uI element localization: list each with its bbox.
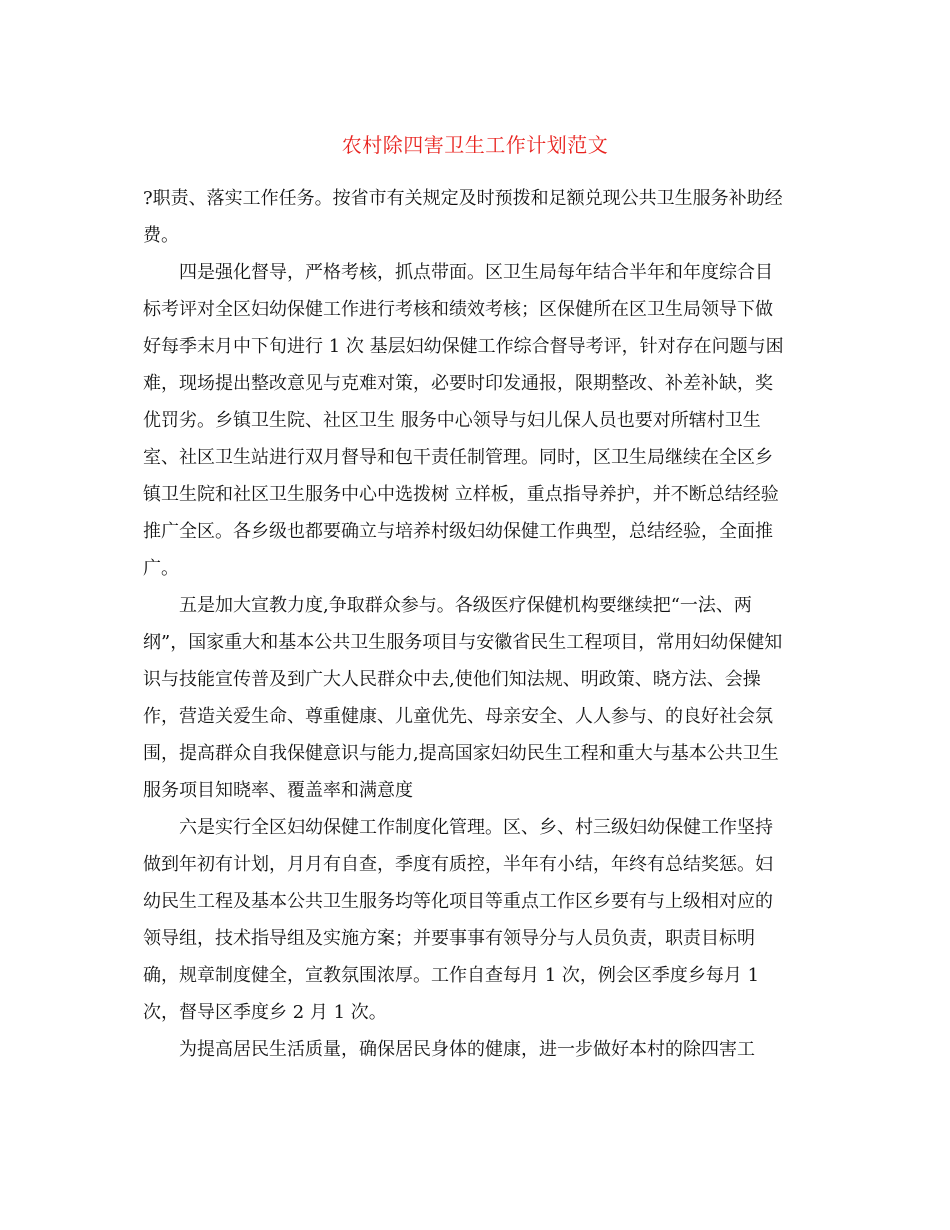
text-line: 广。 <box>143 558 179 579</box>
text-line: 标考评对全区妇幼保健工作进行考核和绩效考核；区保健所在区卫生局领导下做 <box>143 299 773 320</box>
document-title: 农村除四害卫生工作计划范文 <box>341 133 609 157</box>
text-line: 围，提高群众自我保健意识与能力,提高国家妇幼民生工程和重大与基本公共卫生 <box>143 743 779 764</box>
text-line: ?职责、落实工作任务。按省市有关规定及时预拨和足额兑现公共卫生服务补助经 <box>143 188 783 209</box>
text-line: 四是强化督导，严格考核，抓点带面。区卫生局每年结合半年和年度综合目 <box>179 262 773 283</box>
text-line: 作，营造关爱生命、尊重健康、儿童优先、母亲安全、人人参与、的良好社会氛 <box>143 706 773 727</box>
text-line: 室、社区卫生站进行双月督导和包干责任制管理。同时，区卫生局继续在全区乡 <box>143 447 773 468</box>
text-line: 纲”，国家重大和基本公共卫生服务项目与安徽省民生工程项目，常用妇幼保健知 <box>143 632 783 653</box>
text-line: 做到年初有计划，月月有自查，季度有质控，半年有小结，年终有总结奖惩。妇 <box>143 854 773 875</box>
text-line: 六是实行全区妇幼保健工作制度化管理。区、乡、村三级妇幼保健工作坚持 <box>179 817 773 838</box>
text-line: 五是加大宣教力度,争取群众参与。各级医疗保健机构要继续把“一法、两 <box>179 595 752 616</box>
text-line: 难，现场提出整改意见与克难对策，必要时印发通报，限期整改、补差补缺，奖 <box>143 373 773 394</box>
text-line: 识与技能宣传普及到广大人民群众中去,使他们知法规、明政策、晓方法、会操 <box>143 669 761 690</box>
text-line: 推广全区。各乡级也都要确立与培养村级妇幼保健工作典型，总结经验，全面推 <box>143 521 773 542</box>
text-line: 服务项目知晓率、覆盖率和满意度 <box>143 780 413 801</box>
text-line: 领导组，技术指导组及实施方案；并要事事有领导分与人员负责，职责目标明 <box>143 928 755 949</box>
text-line: 费。 <box>143 225 179 246</box>
text-line: 镇卫生院和社区卫生服务中心中选拨树 立样板，重点指导养护，并不断总结经验 <box>143 484 779 505</box>
document-body <box>143 180 807 1068</box>
text-line: 好每季末月中下旬进行 1 次 基层妇幼保健工作综合督导考评，针对存在问题与困 <box>143 336 784 357</box>
text-line: 优罚劣。乡镇卫生院、社区卫生 服务中心领导与妇儿保人员也要对所辖村卫生 <box>143 410 761 431</box>
text-line: 为提高居民生活质量，确保居民身体的健康，进一步做好本村的除四害工 <box>179 1039 755 1060</box>
text-line: 次，督导区季度乡 2 月 1 次。 <box>143 1002 387 1023</box>
text-line: 幼民生工程及基本公共卫生服务均等化项目等重点工作区乡要有与上级相对应的 <box>143 891 773 912</box>
text-line: 确，规章制度健全，宣教氛围浓厚。工作自查每月 1 次，例会区季度乡每月 1 <box>143 965 760 986</box>
